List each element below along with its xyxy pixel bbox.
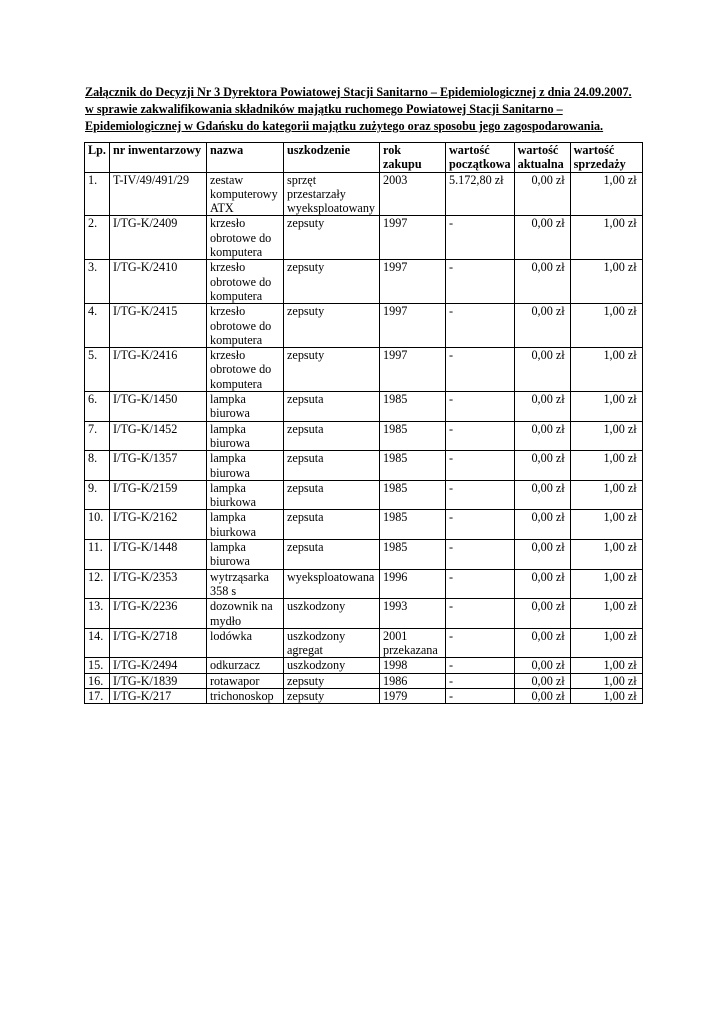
cell-wartosc-sprzedazy: 1,00 zł [570, 421, 642, 451]
cell-rok-zakupu: 1998 [380, 658, 446, 673]
cell-rok-zakupu: 1993 [380, 599, 446, 629]
cell-wartosc-poczatkowa: 5.172,80 zł [446, 172, 515, 216]
header-nazwa: nazwa [207, 143, 284, 173]
cell-lp: 7. [85, 421, 110, 451]
header-uszkodzenie: uszkodzenie [284, 143, 380, 173]
cell-wartosc-poczatkowa: - [446, 688, 515, 703]
cell-wartosc-poczatkowa: - [446, 673, 515, 688]
cell-rok-zakupu: 1997 [380, 304, 446, 348]
table-row [85, 304, 643, 348]
table-row [85, 260, 643, 304]
cell-wartosc-sprzedazy: 1,00 zł [570, 540, 642, 570]
cell-uszkodzenie: zepsuta [284, 392, 380, 422]
cell-nr-inwentarzowy: I/TG-K/1839 [110, 673, 207, 688]
cell-lp: 13. [85, 599, 110, 629]
cell-wartosc-aktualna: 0,00 zł [514, 392, 570, 422]
header-lp: Lp. [85, 143, 110, 173]
table-row [85, 348, 643, 392]
cell-nr-inwentarzowy: I/TG-K/217 [110, 688, 207, 703]
document-heading [85, 84, 645, 135]
table-row [85, 421, 643, 451]
table-row [85, 658, 643, 673]
cell-uszkodzenie: zepsuty [284, 673, 380, 688]
cell-wartosc-poczatkowa: - [446, 658, 515, 673]
cell-nr-inwentarzowy: I/TG-K/2410 [110, 260, 207, 304]
table-row [85, 569, 643, 599]
cell-rok-zakupu: 1997 [380, 348, 446, 392]
table-row [85, 480, 643, 510]
cell-lp: 12. [85, 569, 110, 599]
cell-nr-inwentarzowy: I/TG-K/1357 [110, 451, 207, 481]
table-header-row [85, 143, 643, 173]
cell-rok-zakupu: 1997 [380, 216, 446, 260]
cell-lp: 9. [85, 480, 110, 510]
header-wartosc-sprzedazy: wartość sprzedaży [570, 143, 642, 173]
cell-wartosc-aktualna: 0,00 zł [514, 480, 570, 510]
cell-nazwa: lodówka [207, 628, 284, 658]
cell-wartosc-aktualna: 0,00 zł [514, 599, 570, 629]
cell-lp: 16. [85, 673, 110, 688]
cell-uszkodzenie: uszkodzony agregat [284, 628, 380, 658]
cell-uszkodzenie: zepsuty [284, 304, 380, 348]
heading-line-3: Epidemiologicznej w Gdańsku do kategorii majątku zużytego oraz sposobu jego zagospodarowania. [85, 119, 604, 133]
cell-nazwa: lampka biurowa [207, 392, 284, 422]
cell-wartosc-sprzedazy: 1,00 zł [570, 628, 642, 658]
cell-rok-zakupu: 2001 przekazana [380, 628, 446, 658]
cell-wartosc-sprzedazy: 1,00 zł [570, 658, 642, 673]
cell-nazwa: zestaw komputerowy ATX [207, 172, 284, 216]
cell-nr-inwentarzowy: I/TG-K/2416 [110, 348, 207, 392]
cell-rok-zakupu: 1986 [380, 673, 446, 688]
cell-uszkodzenie: zepsuta [284, 510, 380, 540]
cell-uszkodzenie: zepsuty [284, 260, 380, 304]
cell-lp: 10. [85, 510, 110, 540]
cell-uszkodzenie: zepsuty [284, 348, 380, 392]
cell-wartosc-poczatkowa: - [446, 540, 515, 570]
table-row [85, 628, 643, 658]
cell-rok-zakupu: 1985 [380, 421, 446, 451]
cell-rok-zakupu: 1985 [380, 510, 446, 540]
cell-lp: 2. [85, 216, 110, 260]
cell-wartosc-sprzedazy: 1,00 zł [570, 216, 642, 260]
cell-rok-zakupu: 1996 [380, 569, 446, 599]
cell-wartosc-aktualna: 0,00 zł [514, 673, 570, 688]
cell-uszkodzenie: uszkodzony [284, 658, 380, 673]
cell-wartosc-sprzedazy: 1,00 zł [570, 304, 642, 348]
cell-wartosc-aktualna: 0,00 zł [514, 304, 570, 348]
cell-wartosc-sprzedazy: 1,00 zł [570, 688, 642, 703]
cell-wartosc-poczatkowa: - [446, 421, 515, 451]
cell-rok-zakupu: 1985 [380, 540, 446, 570]
heading-line-1: Załącznik do Decyzji Nr 3 Dyrektora Powiatowej Stacji Sanitarno – Epidemiologicznej z dnia 24.09.2007. [85, 85, 632, 99]
cell-uszkodzenie: zepsuta [284, 540, 380, 570]
cell-wartosc-sprzedazy: 1,00 zł [570, 480, 642, 510]
cell-nr-inwentarzowy: I/TG-K/2159 [110, 480, 207, 510]
cell-wartosc-poczatkowa: - [446, 480, 515, 510]
inventory-table [84, 142, 643, 704]
cell-uszkodzenie: zepsuty [284, 688, 380, 703]
table-row [85, 172, 643, 216]
cell-wartosc-poczatkowa: - [446, 304, 515, 348]
cell-lp: 11. [85, 540, 110, 570]
cell-wartosc-sprzedazy: 1,00 zł [570, 451, 642, 481]
cell-nazwa: krzesło obrotowe do komputera [207, 216, 284, 260]
cell-nazwa: krzesło obrotowe do komputera [207, 304, 284, 348]
cell-nazwa: lampka biurkowa [207, 510, 284, 540]
cell-wartosc-poczatkowa: - [446, 392, 515, 422]
header-nr-inwentarzowy: nr inwentarzowy [110, 143, 207, 173]
cell-uszkodzenie: zepsuta [284, 451, 380, 481]
cell-nr-inwentarzowy: I/TG-K/1450 [110, 392, 207, 422]
table-row [85, 216, 643, 260]
cell-lp: 5. [85, 348, 110, 392]
cell-wartosc-poczatkowa: - [446, 510, 515, 540]
cell-nazwa: lampka biurowa [207, 540, 284, 570]
cell-wartosc-poczatkowa: - [446, 260, 515, 304]
cell-wartosc-aktualna: 0,00 zł [514, 451, 570, 481]
table-row [85, 451, 643, 481]
cell-wartosc-poczatkowa: - [446, 569, 515, 599]
cell-uszkodzenie: uszkodzony [284, 599, 380, 629]
cell-lp: 4. [85, 304, 110, 348]
cell-uszkodzenie: zepsuty [284, 216, 380, 260]
cell-wartosc-aktualna: 0,00 zł [514, 628, 570, 658]
table-row [85, 392, 643, 422]
cell-wartosc-aktualna: 0,00 zł [514, 540, 570, 570]
cell-wartosc-aktualna: 0,00 zł [514, 688, 570, 703]
cell-nr-inwentarzowy: T-IV/49/491/29 [110, 172, 207, 216]
cell-nr-inwentarzowy: I/TG-K/2409 [110, 216, 207, 260]
cell-wartosc-sprzedazy: 1,00 zł [570, 599, 642, 629]
cell-wartosc-aktualna: 0,00 zł [514, 421, 570, 451]
header-wartosc-aktualna: wartość aktualna [514, 143, 570, 173]
table-row [85, 673, 643, 688]
cell-wartosc-poczatkowa: - [446, 216, 515, 260]
cell-wartosc-aktualna: 0,00 zł [514, 172, 570, 216]
header-wartosc-poczatkowa: wartość początkowa [446, 143, 515, 173]
cell-nr-inwentarzowy: I/TG-K/2718 [110, 628, 207, 658]
table-row [85, 688, 643, 703]
cell-lp: 3. [85, 260, 110, 304]
cell-wartosc-poczatkowa: - [446, 599, 515, 629]
cell-uszkodzenie: zepsuta [284, 421, 380, 451]
cell-rok-zakupu: 1985 [380, 451, 446, 481]
cell-wartosc-aktualna: 0,00 zł [514, 216, 570, 260]
cell-wartosc-aktualna: 0,00 zł [514, 348, 570, 392]
cell-wartosc-sprzedazy: 1,00 zł [570, 172, 642, 216]
cell-nr-inwentarzowy: I/TG-K/1448 [110, 540, 207, 570]
cell-nazwa: rotawapor [207, 673, 284, 688]
cell-wartosc-poczatkowa: - [446, 628, 515, 658]
cell-lp: 15. [85, 658, 110, 673]
cell-uszkodzenie: wyeksploatowana [284, 569, 380, 599]
cell-wartosc-poczatkowa: - [446, 451, 515, 481]
heading-line-2: w sprawie zakwalifikowania składników majątku ruchomego Powiatowej Stacji Sanitarno – [85, 102, 563, 116]
cell-nazwa: trichonoskop [207, 688, 284, 703]
cell-wartosc-sprzedazy: 1,00 zł [570, 569, 642, 599]
cell-wartosc-poczatkowa: - [446, 348, 515, 392]
cell-nazwa: dozownik na mydło [207, 599, 284, 629]
cell-nazwa: lampka biurkowa [207, 480, 284, 510]
cell-wartosc-sprzedazy: 1,00 zł [570, 348, 642, 392]
cell-wartosc-aktualna: 0,00 zł [514, 510, 570, 540]
cell-rok-zakupu: 1985 [380, 480, 446, 510]
cell-lp: 1. [85, 172, 110, 216]
cell-nazwa: krzesło obrotowe do komputera [207, 260, 284, 304]
header-rok-zakupu: rok zakupu [380, 143, 446, 173]
cell-rok-zakupu: 1985 [380, 392, 446, 422]
cell-wartosc-sprzedazy: 1,00 zł [570, 510, 642, 540]
cell-nazwa: wytrząsarka 358 s [207, 569, 284, 599]
cell-uszkodzenie: zepsuta [284, 480, 380, 510]
cell-wartosc-aktualna: 0,00 zł [514, 658, 570, 673]
table-row [85, 540, 643, 570]
cell-wartosc-sprzedazy: 1,00 zł [570, 673, 642, 688]
cell-wartosc-aktualna: 0,00 zł [514, 569, 570, 599]
cell-nr-inwentarzowy: I/TG-K/2353 [110, 569, 207, 599]
cell-rok-zakupu: 1979 [380, 688, 446, 703]
cell-lp: 8. [85, 451, 110, 481]
cell-nr-inwentarzowy: I/TG-K/2494 [110, 658, 207, 673]
cell-nr-inwentarzowy: I/TG-K/2236 [110, 599, 207, 629]
cell-rok-zakupu: 2003 [380, 172, 446, 216]
cell-nazwa: lampka biurowa [207, 451, 284, 481]
cell-lp: 6. [85, 392, 110, 422]
cell-nr-inwentarzowy: I/TG-K/1452 [110, 421, 207, 451]
cell-nr-inwentarzowy: I/TG-K/2162 [110, 510, 207, 540]
table-row [85, 510, 643, 540]
cell-lp: 17. [85, 688, 110, 703]
table-row [85, 599, 643, 629]
cell-nr-inwentarzowy: I/TG-K/2415 [110, 304, 207, 348]
cell-uszkodzenie: sprzęt przestarzały wyeksploatowany [284, 172, 380, 216]
cell-wartosc-sprzedazy: 1,00 zł [570, 260, 642, 304]
cell-nazwa: odkurzacz [207, 658, 284, 673]
cell-rok-zakupu: 1997 [380, 260, 446, 304]
cell-lp: 14. [85, 628, 110, 658]
cell-wartosc-sprzedazy: 1,00 zł [570, 392, 642, 422]
cell-nazwa: lampka biurowa [207, 421, 284, 451]
cell-nazwa: krzesło obrotowe do komputera [207, 348, 284, 392]
cell-wartosc-aktualna: 0,00 zł [514, 260, 570, 304]
